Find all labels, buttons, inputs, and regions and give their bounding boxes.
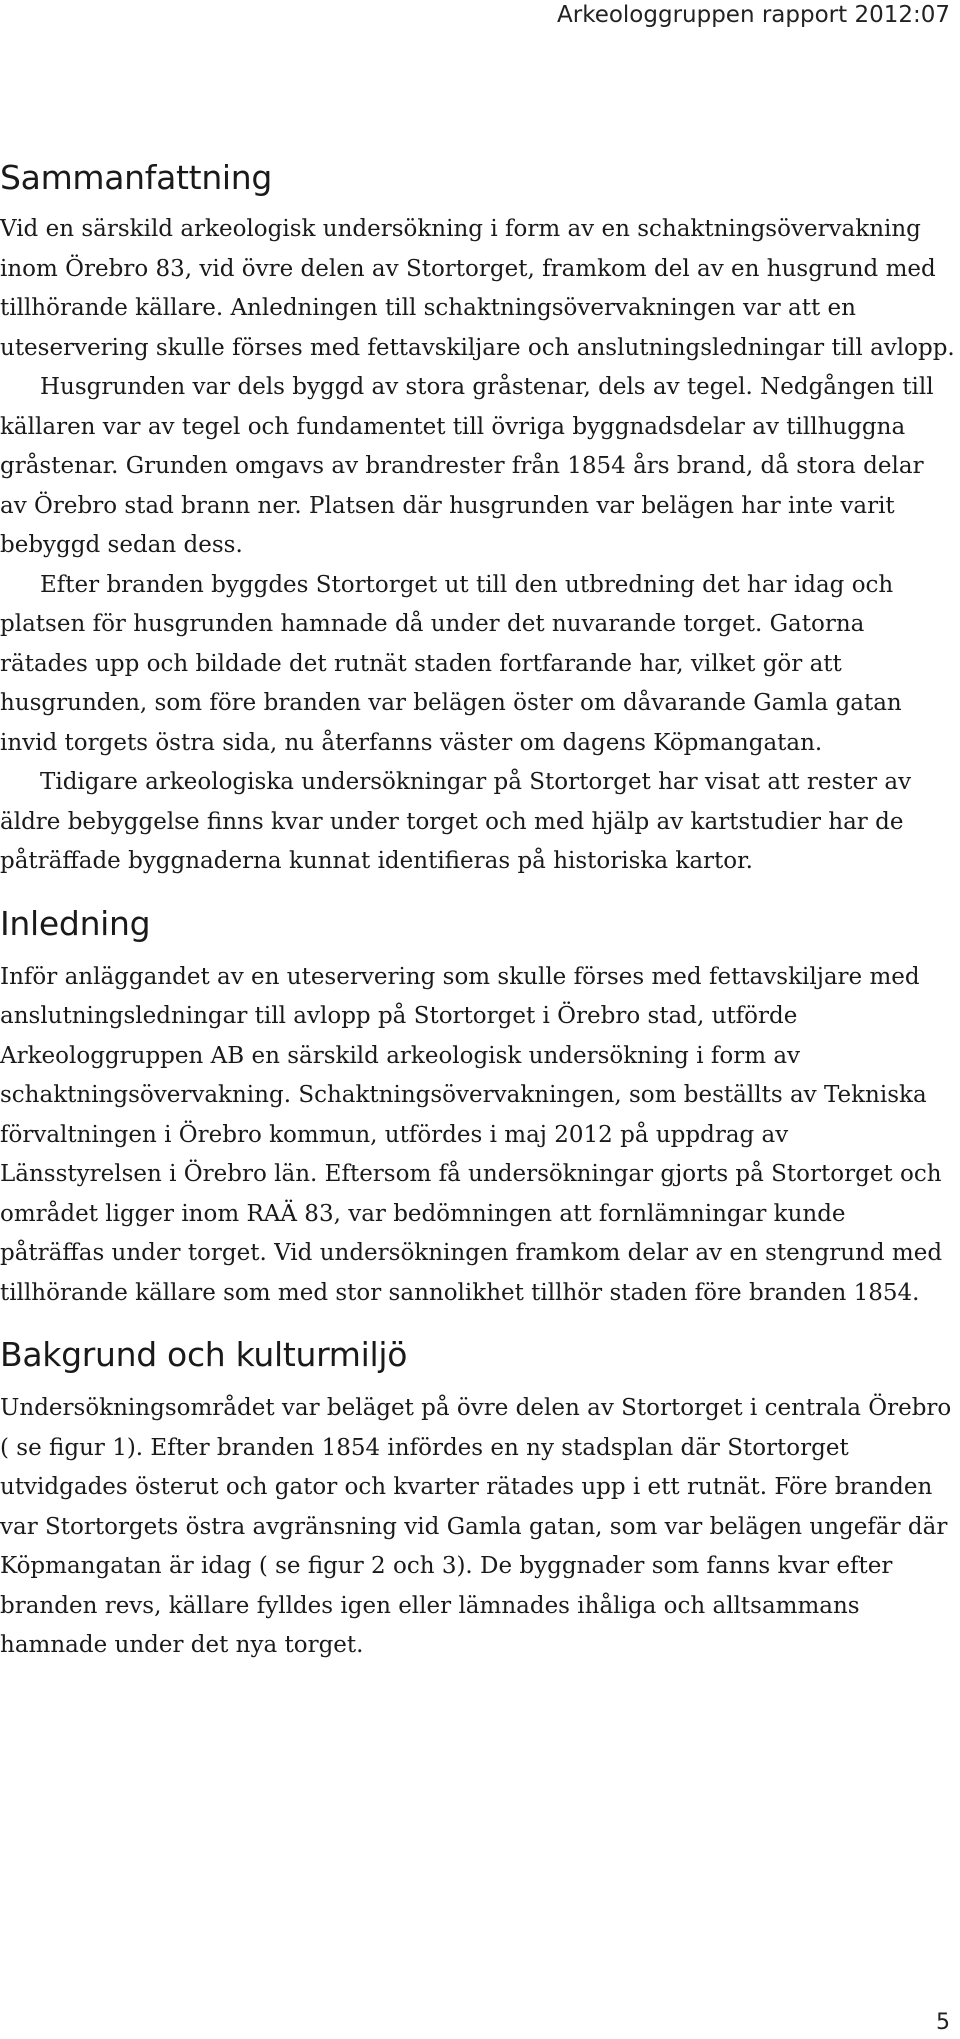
running-header: Arkeologgruppen rapport 2012:07 — [557, 2, 950, 28]
page-number: 5 — [936, 2010, 950, 2035]
heading-bakgrund: Bakgrund och kulturmiljö — [0, 1335, 408, 1374]
heading-inledning: Inledning — [0, 903, 151, 943]
paragraph: Efter branden byggdes Stortorget ut till den utbredning det har idag och platsen för husgrunden hamnade då under det nuvarande torget. Gatorna rätades upp och bildade det rutnät staden fortfarande har, vilket gör att husgrunden, som före branden var belägen öster om dåvarande Gamla gatan invid torgets östra sida, nu återfanns väster om dagens Köpmangatan. — [0, 571, 902, 756]
paragraph: Inför anläggandet av en uteservering som skulle förses med fettavskiljare med anslutningsledningar till avlopp på Stortorget i Örebro stad, utförde Arkeologgruppen AB en särskild arkeologisk undersökning i form av schaktningsövervakning. Schaktningsövervakningen, som beställts av Tekniska förvaltningen i Örebro kommun, utfördes i maj 2012 på uppdrag av Länsstyrelsen i Örebro län. Eftersom få undersökningar gjorts på Stortorget och området ligger inom RAÄ 83, var bedömningen att fornlämningar kunde påträffas under torget. Vid undersökningen framkom delar av en stengrund med tillhörande källare som med stor sannolikhet tillhör staden före branden 1854. — [0, 963, 943, 1306]
page-content — [0, 150, 955, 1666]
paragraph: Undersökningsområdet var beläget på övre delen av Stortorget i centrala Örebro ( se figur 1). Efter branden 1854 infördes en ny stadsplan där Stortorget utvidgades österut och gator och kvarter rätades upp i ett rutnät. Före branden var Stortorgets östra avgränsning vid Gamla gatan, som var belägen ungefär där Köpmangatan är idag ( se figur 2 och 3). De byggnader som fanns kvar efter branden revs, källare fylldes igen eller lämnades ihåliga och alltsammans hamnade under det nya torget. — [0, 1395, 952, 1658]
paragraph: Vid en särskild arkeologisk undersökning i form av en schaktningsövervakning inom Örebro 83, vid övre delen av Stortorget, framkom del av en husgrund med tillhörande källare. Anledningen till schaktningsövervakningen var att en uteservering skulle förses med fettavskiljare och anslutningsledningar till avlopp. — [0, 216, 955, 361]
heading-sammanfattning: Sammanfattning — [0, 158, 273, 197]
paragraph: Tidigare arkeologiska undersökningar på Stortorget har visat att rester av äldre bebyggelse finns kvar under torget och med hjälp av kartstudier har de påträffade byggnaderna kunnat identifieras på historiska kartor. — [0, 769, 912, 874]
paragraph: Husgrunden var dels byggd av stora gråstenar, dels av tegel. Nedgången till källaren var av tegel och fundamentet till övriga byggnadsdelar av tillhuggna gråstenar. Grunden omgavs av brandrester från 1854 års brand, då stora delar av Örebro stad brann ner. Platsen där husgrunden var belägen har inte varit bebyggd sedan dess. — [0, 374, 934, 558]
